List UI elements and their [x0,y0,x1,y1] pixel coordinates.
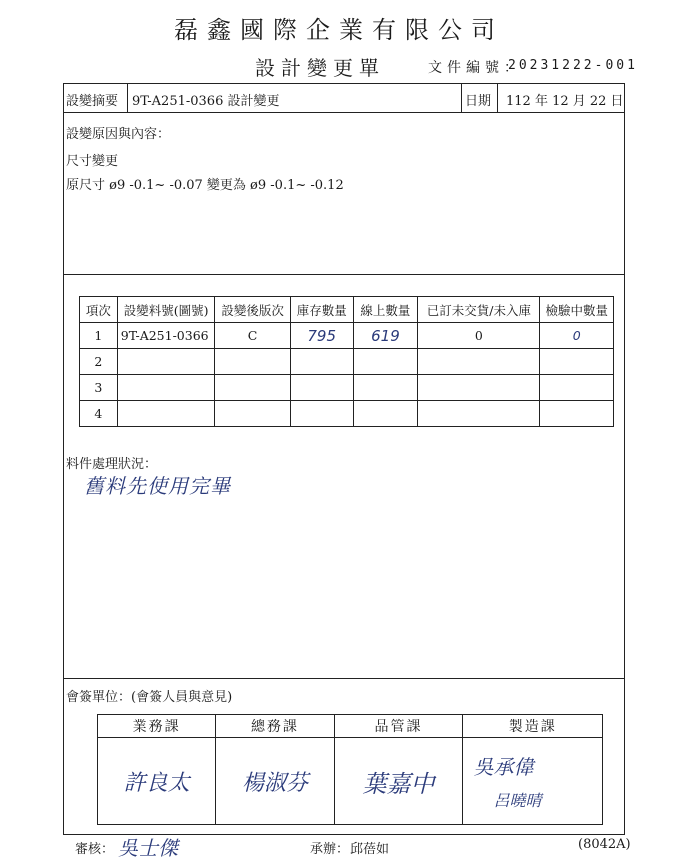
handler-name: 邱蓓如 [350,842,390,857]
signature-cell-manufacturing [463,738,603,825]
signature-cell-sales [98,738,216,825]
items-table [79,296,614,427]
cell-part-no [117,401,215,427]
reason-line-1: 尺寸變更 [66,154,119,169]
col-header-online: 線上數量 [353,297,418,323]
countersign-table [97,714,603,825]
dept-general-affairs: 總務課 [216,715,334,738]
col-header-item: 項次 [80,297,118,323]
reason-line-2: 原尺寸 ø9 -0.1~ -0.07 變更為 ø9 -0.1~ -0.12 [66,178,344,193]
cell-item: 1 [80,323,118,349]
form-frame [63,83,625,835]
cell-inspecting [540,349,614,375]
cell-item: 2 [80,349,118,375]
cell-item: 3 [80,375,118,401]
reason-label: 設變原因與內容： [66,127,171,142]
signature-quality-control: 葉嘉中 [362,769,435,798]
signature-manufacturing-1: 吳承偉 [473,755,534,779]
cell-online: 619 [353,323,418,349]
dept-manufacturing: 製造課 [463,715,603,738]
table-row [80,375,614,401]
cell-revision [215,349,291,375]
cell-pending [418,375,540,401]
cell-stock [290,349,353,375]
signature-general-affairs: 楊淑芬 [241,770,308,796]
table-row [80,401,614,427]
cell-part-no: 9T-A251-0366 [117,323,215,349]
col-header-inspecting: 檢驗中數量 [540,297,614,323]
cell-revision: C [215,323,291,349]
signature-sales: 許良太 [123,770,190,796]
cell-item: 4 [80,401,118,427]
material-label: 料件處理狀況： [66,457,158,472]
signature-cell-general-affairs [216,738,334,825]
cell-pending: 0 [418,323,540,349]
cell-pending [418,401,540,427]
form-code: (8042A) [578,837,631,852]
cell-online [353,401,418,427]
dept-quality-control: 品管課 [334,715,463,738]
cell-inspecting [540,375,614,401]
doc-number-label: 文件編號： [428,60,523,76]
signature-cell-quality-control [334,738,463,825]
col-header-part-no: 設變料號(圖號) [117,297,215,323]
cell-part-no [117,349,215,375]
date-value: 112 年 12 月 22 日 [506,94,624,109]
summary-label: 設變摘要 [66,94,119,109]
form-title: 設計變更單 [255,56,385,80]
table-row [80,349,614,375]
summary-value: 9T-A251-0366 設計變更 [132,94,280,109]
signature-manufacturing-2: 呂曉晴 [493,791,542,810]
cell-inspecting: 0 [540,323,614,349]
doc-number: 20231222-001 [508,58,638,73]
cell-stock [290,375,353,401]
cell-stock [290,401,353,427]
col-header-stock: 庫存數量 [290,297,353,323]
cell-revision [215,375,291,401]
review-label: 審核： [75,842,115,857]
cell-online [353,349,418,375]
countersign-label: 會簽單位：(會簽人員與意見) [66,690,233,705]
table-row [80,323,614,349]
items-table-header [80,297,614,323]
cell-inspecting [540,401,614,427]
handler-label: 承辦： [310,842,350,857]
cell-online [353,375,418,401]
cell-stock: 795 [290,323,353,349]
review-signature: 吳士傑 [118,836,178,860]
cell-revision [215,401,291,427]
date-label: 日期 [465,94,492,109]
cell-part-no [117,375,215,401]
col-header-revision: 設變後版次 [215,297,291,323]
dept-sales: 業務課 [98,715,216,738]
col-header-pending: 已訂未交貨/未入庫 [418,297,540,323]
material-handwritten-note: 舊料先使用完畢 [84,474,231,498]
company-name: 磊鑫國際企業有限公司 [174,16,504,44]
cell-pending [418,349,540,375]
